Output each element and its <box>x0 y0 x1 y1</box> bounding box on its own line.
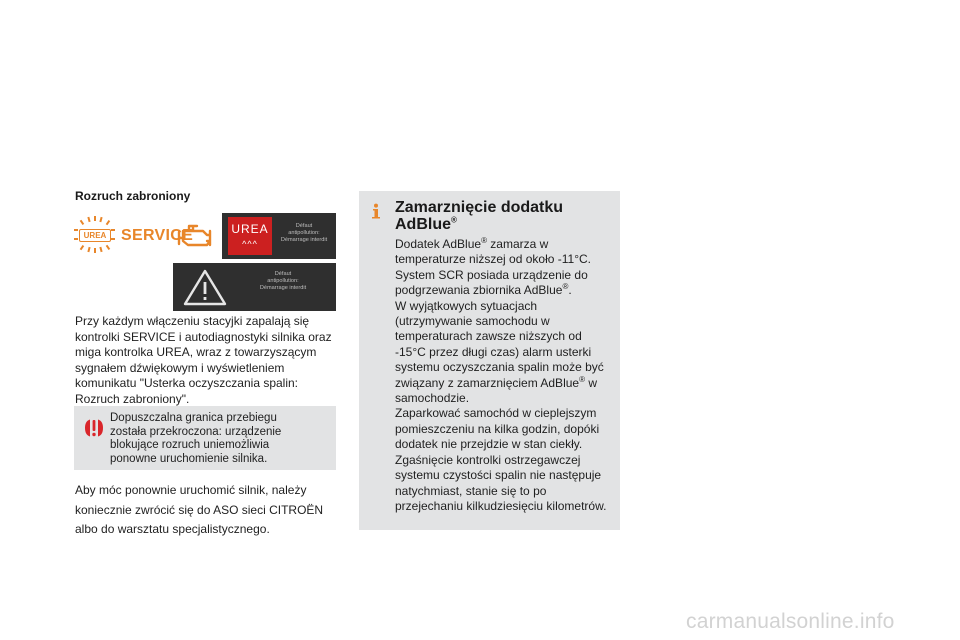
registered-mark: ® <box>562 282 569 292</box>
info-body <box>395 237 615 514</box>
info-line: systemu czystości spalin nie następuje <box>395 468 602 483</box>
info-line: dodatek nie przejdzie w stan ciekły. <box>395 437 583 452</box>
urea-display-red-block <box>228 217 272 255</box>
info-icon <box>368 203 384 219</box>
info-line: natychmiast, stanie się to po <box>395 483 547 498</box>
info-title-line-2 <box>395 216 610 233</box>
urea-warning-icon <box>74 216 114 254</box>
info-line: Dodatek AdBlue® zamarza w <box>395 236 549 251</box>
warning-display-msg-3: Démarrage interdit <box>259 285 307 291</box>
info-line: pomieszczeniu na kilka godzin, dopóki <box>395 421 600 436</box>
restart-instructions <box>75 481 340 540</box>
info-line: System SCR posiada urządzenie do <box>395 267 588 282</box>
info-line: (utrzymywanie samochodu w <box>395 314 550 329</box>
startup-description-line: Przy każdym włączeniu stacyjki zapalają się <box>75 314 310 328</box>
startup-description-line: miga kontrolka UREA, wraz z towarzyszącym <box>75 345 317 360</box>
alert-text <box>110 412 330 466</box>
startup-description <box>75 314 340 408</box>
alert-line: została przekroczona: urządzenie <box>110 425 282 438</box>
info-line: temperaturze niższej od około -11°C. <box>395 252 592 267</box>
urea-display-msg-2: antipollution: <box>288 230 320 236</box>
mileage-alert-box <box>74 406 336 470</box>
info-title-line-1: Zamarznięcie dodatku <box>395 199 564 216</box>
info-line: temperaturach zawsze niższych od <box>395 329 582 344</box>
warning-display-panel <box>173 263 336 311</box>
alert-line: Dopuszczalna granica przebiegu <box>110 412 277 424</box>
startup-description-line: kontrolki SERVICE i autodiagnostyki silnika oraz <box>75 329 332 344</box>
urea-display-waves: ^^^ <box>242 239 258 249</box>
warning-display-msg-1: Défaut <box>274 271 292 277</box>
restart-instructions-line: koniecznie zwrócić się do ASO sieci CITROËN <box>75 502 324 517</box>
site-watermark: carmanualsonline.info <box>686 610 895 633</box>
registered-mark: ® <box>481 236 487 245</box>
warning-display-msg-2: antipollution: <box>267 278 299 284</box>
info-line: Zaparkować samochód w cieplejszym <box>395 406 597 421</box>
urea-display-label: UREA <box>231 222 269 236</box>
info-title-adblue: AdBlue <box>395 216 451 233</box>
restart-instructions-line: Aby móc ponownie uruchomić silnik, należy <box>75 483 307 497</box>
info-line: podgrzewania zbiornika AdBlue®. <box>395 282 572 298</box>
info-line: -15°C przez długi czas) alarm usterki <box>395 344 592 359</box>
startup-description-line: Rozruch zabroniony". <box>75 391 190 406</box>
info-line: przejechaniu kilkudziesięciu kilometrów. <box>395 498 607 513</box>
alert-line: ponowne uruchomienie silnika. <box>110 452 268 465</box>
registered-mark: ® <box>451 215 457 225</box>
info-line: Zgaśnięcie kontrolki ostrzegawczej <box>395 452 581 467</box>
startup-description-line: sygnałem dźwiękowym i wyświetleniem <box>75 360 285 375</box>
warning-triangle-icon <box>181 267 229 307</box>
urea-display-panel <box>222 213 336 259</box>
startup-description-line: komunikatu "Usterka oczyszczania spalin: <box>75 376 299 391</box>
urea-display-msg-1: Défaut <box>295 223 313 229</box>
urea-display-msg-3: Démarrage interdit <box>280 237 328 243</box>
urea-lamp-label: UREA <box>79 229 111 242</box>
adblue-info-box <box>359 191 620 530</box>
info-line: W wyjątkowych sytuacjach <box>395 298 538 313</box>
urea-display-message <box>274 223 334 244</box>
registered-mark: ® <box>579 374 585 384</box>
service-lamp-icon: SERVICE <box>121 227 194 244</box>
section-title: Rozruch zabroniony <box>75 189 191 203</box>
info-line: samochodzie. <box>395 391 470 406</box>
info-title <box>395 199 610 233</box>
alert-line: blokujące rozruch uniemożliwia <box>110 439 270 451</box>
restart-instructions-line: albo do warsztatu specjalistycznego. <box>75 522 270 536</box>
info-line: systemu oczyszczania spalin może być <box>395 360 604 375</box>
info-line: związany z zamarznięciem AdBlue® w <box>395 374 597 390</box>
engine-check-icon <box>176 220 214 254</box>
warning-display-message <box>233 271 333 292</box>
alert-exclamation-icon <box>84 418 104 438</box>
